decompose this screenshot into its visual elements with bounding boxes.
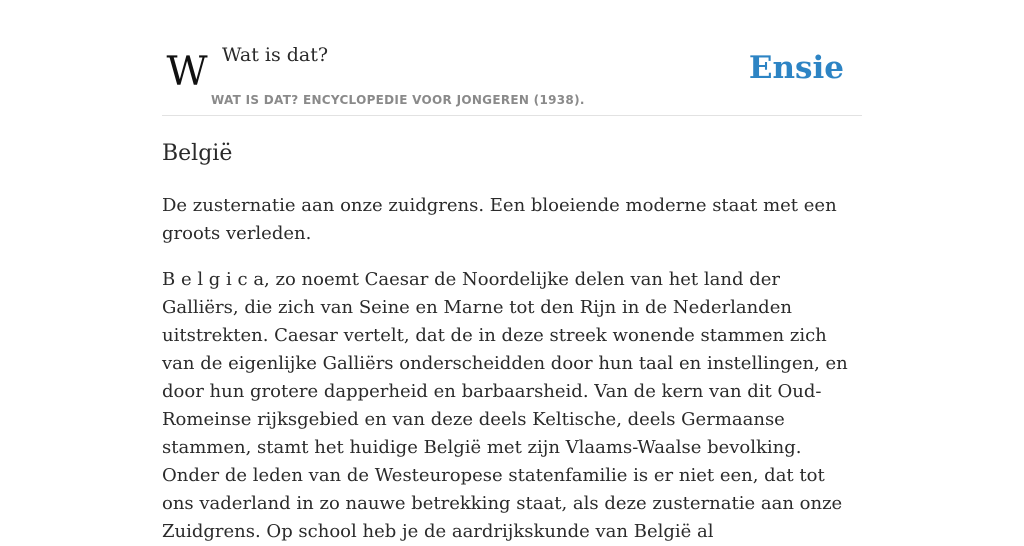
wikipedia-w-logo-icon[interactable]	[164, 49, 210, 95]
ensie-brand-link[interactable]: Ensie	[748, 50, 844, 86]
article-lead: De zusternatie aan onze zuidgrens. Een bloeiende moderne staat met een groots verleden.	[162, 195, 837, 244]
article	[162, 138, 862, 546]
source-subtitle: WAT IS DAT? ENCYCLOPEDIE VOOR JONGEREN (1938).	[211, 93, 585, 107]
article-body: B e l g i c a, zo noemt Caesar de Noordelijke delen van het land der Galliërs, die zich van Seine en Marne tot den Rijn in de Nederlanden uitstrekten. Caesar vertelt, dat de in deze streek wonende stammen zich van de eigenlijke Galliërs onderscheidden door hun taal en instellingen, en door hun grotere dapperheid en barbaarsheid. Van de kern van dit Oud-Romeinse rijksgebied en van deze deels Keltische, deels Germaanse stammen, stamt het huidige België met zijn Vlaams-Waalse bevolking. Onder de leden van de Westeuropese statenfamilie is er niet een, dat tot ons vaderland in zo nauwe betrekking staat, als deze zusternatie aan onze Zuidgrens. Op school heb je de aardrijkskunde van België al	[162, 269, 848, 542]
page-header	[162, 40, 862, 116]
logo-letter: W	[166, 49, 208, 95]
article-title: België	[162, 141, 233, 166]
source-title[interactable]: Wat is dat?	[222, 44, 329, 66]
